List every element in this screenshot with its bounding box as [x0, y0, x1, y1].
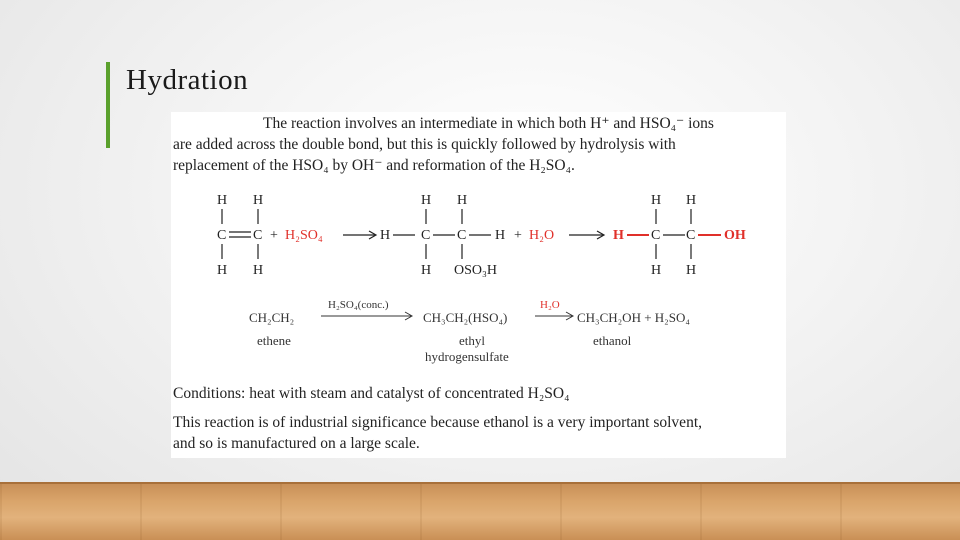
- mechanism-diagram: [171, 184, 786, 284]
- prod-h-bottom-right: H: [686, 263, 697, 278]
- prod-c-right: C: [686, 228, 696, 243]
- plus-2: +: [514, 228, 522, 243]
- ethene-h-bottom-right: H: [253, 263, 264, 278]
- intro-line-1: The reaction involves an intermediate in which both H⁺ and HSO₄⁻ ions: [263, 115, 714, 132]
- prod-c-left: C: [651, 228, 661, 243]
- arrow-2-label: H₂O: [540, 299, 560, 311]
- reagent-h2o: H₂O: [529, 228, 555, 243]
- int-h-top-right: H: [457, 193, 468, 208]
- name-ethene: ethene: [257, 333, 291, 348]
- condensed-equation: [171, 294, 786, 370]
- condensed-intermediate: CH₃CH₂(HSO₄): [423, 310, 508, 325]
- int-c-right: C: [457, 228, 467, 243]
- condensed-ethene: CH₂CH₂: [249, 310, 295, 325]
- int-h-left: H: [380, 228, 391, 243]
- int-c-left: C: [421, 228, 431, 243]
- significance-line-2: and so is manufactured on a large scale.: [173, 435, 420, 452]
- conditions-text: Conditions: heat with steam and catalyst of concentrated H₂SO₄: [173, 385, 570, 402]
- reagent-h2so4: H₂SO₄: [285, 228, 323, 243]
- int-h-bottom-left: H: [421, 263, 432, 278]
- name-intermediate-1: ethyl: [459, 333, 485, 348]
- prod-oh: OH: [724, 228, 746, 243]
- prod-h-left: H: [613, 228, 624, 243]
- intro-line-2: are added across the double bond, but this is quickly followed by hydrolysis with: [173, 136, 676, 153]
- arrow-1-label: H₂SO₄(conc.): [328, 299, 389, 311]
- ethene-h-top-left: H: [217, 193, 228, 208]
- title-accent-bar: [106, 62, 110, 148]
- slide-title: Hydration: [126, 64, 249, 96]
- ethene-c-left: C: [217, 228, 227, 243]
- name-intermediate-2: hydrogensulfate: [425, 349, 509, 364]
- ethene-h-bottom-left: H: [217, 263, 228, 278]
- wood-floor-background: [0, 484, 960, 540]
- plus-1: +: [270, 228, 278, 243]
- ethene-c-right: C: [253, 228, 263, 243]
- prod-h-bottom-left: H: [651, 263, 662, 278]
- prod-h-top-right: H: [686, 193, 697, 208]
- prod-h-top-left: H: [651, 193, 662, 208]
- significance-line-1: This reaction is of industrial significance because ethanol is a very important solvent,: [173, 414, 702, 431]
- int-h-right: H: [495, 228, 506, 243]
- content-image-card: [171, 112, 786, 458]
- intro-line-3: replacement of the HSO₄ by OH⁻ and reformation of the H₂SO₄.: [173, 157, 575, 174]
- ethene-h-top-right: H: [253, 193, 264, 208]
- name-ethanol: ethanol: [593, 333, 632, 348]
- condensed-products: CH₃CH₂OH + H₂SO₄: [577, 310, 690, 325]
- int-h-top-left: H: [421, 193, 432, 208]
- int-oso3h: OSO₃H: [454, 263, 497, 278]
